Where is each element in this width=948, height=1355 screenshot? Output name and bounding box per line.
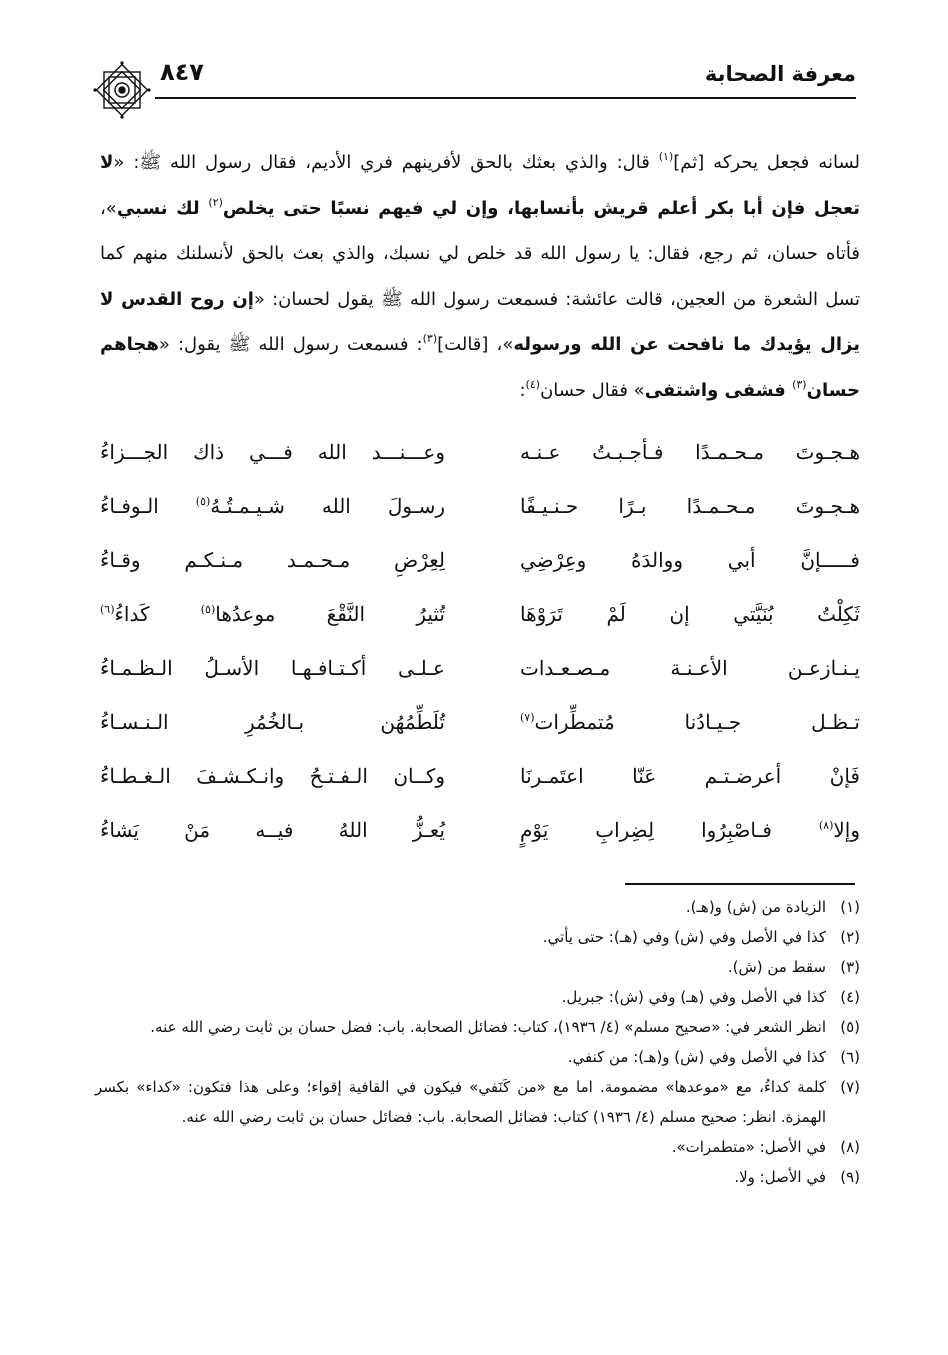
footnote-ref[interactable]: (٥) — [200, 603, 216, 616]
footnote-ref[interactable]: (٦) — [100, 603, 115, 616]
footnote — [95, 1012, 860, 1042]
footnotes — [95, 892, 860, 1192]
body-text — [100, 140, 860, 413]
poem-verse — [90, 656, 860, 710]
footnote — [95, 1162, 860, 1192]
footnote-text: كذا في الأصل وفي (ش) وفي (هـ): حتى يأتي. — [542, 928, 826, 946]
footnote-ref[interactable]: (٧) — [520, 711, 535, 724]
page-ornament-icon — [90, 58, 154, 122]
footnote — [95, 922, 860, 952]
hemistich-second: عـلـى أكـتـافـهـا الأسـلُ الـظـمـاءُ — [100, 656, 445, 680]
footnote — [95, 1132, 860, 1162]
hadith-quote: إن روح القدس لا يزال يؤيدك ما نافحت عن الله ورسوله — [100, 288, 860, 355]
hemistich-first — [520, 710, 860, 734]
text-run: »، [قالت] — [437, 334, 514, 355]
footnote-separator — [625, 883, 855, 885]
footnote-text: كذا في الأصل وفي (ش) و(هـ): من كنفي. — [567, 1048, 826, 1066]
hemistich-first: ثَكِلْتُ بُنَيَّتي إن لَمْ تَرَوْهَا — [520, 602, 860, 626]
footnote — [95, 1042, 860, 1072]
verse-text: فـاصْبِرُوا لِضِرابِ يَوْمٍ — [520, 818, 819, 842]
footnote-ref[interactable]: (٢) — [208, 195, 223, 209]
verse-text: الـوفـاءُ — [100, 494, 196, 518]
footnote-text: كلمة كداءُ، مع «موعدها» مضمومة. اما مع «من كَنَفي» فيكون في القافية إقواء؛ وعلى هذا فتكون: «كداء» بكسر الهمزة. انظر: صحيح مسلم (٤/ ١٩٣٦) كتاب: فضائل الصحابة. باب: فضائل حسان بن ثابت رضي الله عنه. — [95, 1078, 826, 1126]
hemistich-second: وكــان الـفـتـحُ وانـكـشـفَ الـغـطـاءُ — [100, 764, 445, 788]
poem-verse — [90, 818, 860, 872]
footnote-ref[interactable]: (٨) — [818, 819, 834, 832]
poem-verse — [90, 548, 860, 602]
footnote — [95, 892, 860, 922]
footnote-text: في الأصل: «متطمرات». — [671, 1138, 826, 1156]
hemistich-second — [100, 494, 445, 518]
poem-verse — [90, 494, 860, 548]
hemistich-first: فـــــإنَّ أبي ووالدَهُ وعِرْضِي — [520, 548, 860, 572]
poem-verse — [90, 602, 860, 656]
footnote-text: انظر الشعر في: «صحيح مسلم» (٤/ ١٩٣٦)، كتاب: فضائل الصحابة. باب: فضل حسان بن ثابت رضي الله عنه. — [150, 1018, 826, 1036]
verse-text: تُثيرُ النَّقْعَ موعدُها — [215, 602, 445, 626]
hemistich-second — [100, 602, 445, 626]
running-title: معرفة الصحابة — [704, 62, 856, 86]
poem-verse — [90, 440, 860, 494]
poem-verse — [90, 764, 860, 818]
verse-text: تـظـل جـيـادُنا مُتمطِّرات — [534, 710, 860, 734]
text-run: »، فأتاه حسان، ثم رجع، فقال: يا رسول الله قد خلص لي نسبك، والذي بعث بالحق لأنسلنك منهم كما تسل الشعرة من العجين، قالت عائشة: فسمعت رسول الله ﷺ يقول لحسان: « — [100, 197, 860, 310]
footnote-number: (٢) — [840, 928, 860, 946]
hadith-quote: هجاهم حسان — [100, 334, 860, 401]
hemistich-second: لِعِرْضِ مـحـمـد مـنـكـم وقـاءُ — [100, 548, 445, 572]
text-run: : فسمعت رسول الله ﷺ يقول: « — [158, 334, 423, 355]
hadith-quote: فشفى واشتفى — [644, 379, 793, 401]
verse-text: رسـولَ الله شـيـمـتُـهُ — [210, 494, 445, 518]
footnote-number: (٣) — [840, 958, 860, 976]
text-run: : — [519, 379, 526, 401]
text-run: قال: والذي بعثك بالحق لأفرينهم فري الأديم، فقال رسول الله ﷺ: « — [113, 152, 659, 173]
hemistich-first: يـنـازعـن الأعـنـة مـصـعـدات — [520, 656, 860, 680]
footnote-number: (٧) — [840, 1078, 860, 1096]
verse-text: وإلا — [833, 818, 860, 842]
hadith-quote: لك نسبي — [116, 197, 209, 219]
footnote — [95, 1072, 860, 1132]
footnote-ref[interactable]: (٤) — [525, 377, 541, 391]
verse-text: كَداءُ — [114, 602, 201, 626]
footnote — [95, 982, 860, 1012]
page-number: ٨٤٧ — [160, 58, 204, 86]
footnote-text: سقط من (ش). — [727, 958, 826, 976]
footnote-number: (٩) — [840, 1168, 860, 1186]
footnote-number: (١) — [840, 898, 860, 916]
footnote-text: في الأصل: ولا. — [734, 1168, 826, 1186]
footnote-ref[interactable]: (٥) — [195, 495, 211, 508]
text-run: لسانه فجعل يحركه [ثم] — [673, 152, 860, 173]
footnote-number: (٨) — [840, 1138, 860, 1156]
hemistich-first: هـجـوتَ مـحـمـدًا فـأجـبـتُ عـنـه — [520, 440, 860, 464]
footnote — [95, 952, 860, 982]
footnote-number: (٤) — [840, 988, 860, 1006]
header-rule — [155, 97, 856, 99]
footnote-number: (٦) — [840, 1048, 860, 1066]
poem-verse — [90, 710, 860, 764]
footnote-ref[interactable]: (١) — [658, 150, 674, 163]
hemistich-first — [520, 818, 860, 842]
footnote-ref[interactable]: (٣) — [422, 332, 438, 345]
hemistich-first: هـجـوتَ مـحـمـدًا بـرًا حـنـيـفًا — [520, 494, 860, 518]
footnote-number: (٥) — [840, 1018, 860, 1036]
hadith-quote: لا تعجل فإن أبا بكر أعلم قريش بأنسابها، وإن لي فيهم نسبًا حتى يخلص — [100, 152, 860, 219]
hemistich-second: وعـــنـــد الله فـــي ذاك الجـــزاءُ — [100, 440, 445, 464]
poem — [90, 440, 860, 860]
hemistich-second: تُلَطِّمُهُن بـالخُمُرِ الـنـسـاءُ — [100, 710, 445, 734]
text-run: » فقال حسان — [540, 379, 645, 401]
footnote-text: الزيادة من (ش) و(هـ). — [685, 898, 826, 916]
footnote-ref[interactable]: (٣) — [792, 377, 807, 391]
hemistich-first: فَإنْ أعرضـتـم عَنّا اعتَمـرنَا — [520, 764, 860, 788]
footnote-text: كذا في الأصل وفي (هـ) وفي (ش): جبريل. — [561, 988, 826, 1006]
hemistich-second: يُعـزُّ اللهُ فيــه مَنْ يَشاءُ — [100, 818, 445, 842]
